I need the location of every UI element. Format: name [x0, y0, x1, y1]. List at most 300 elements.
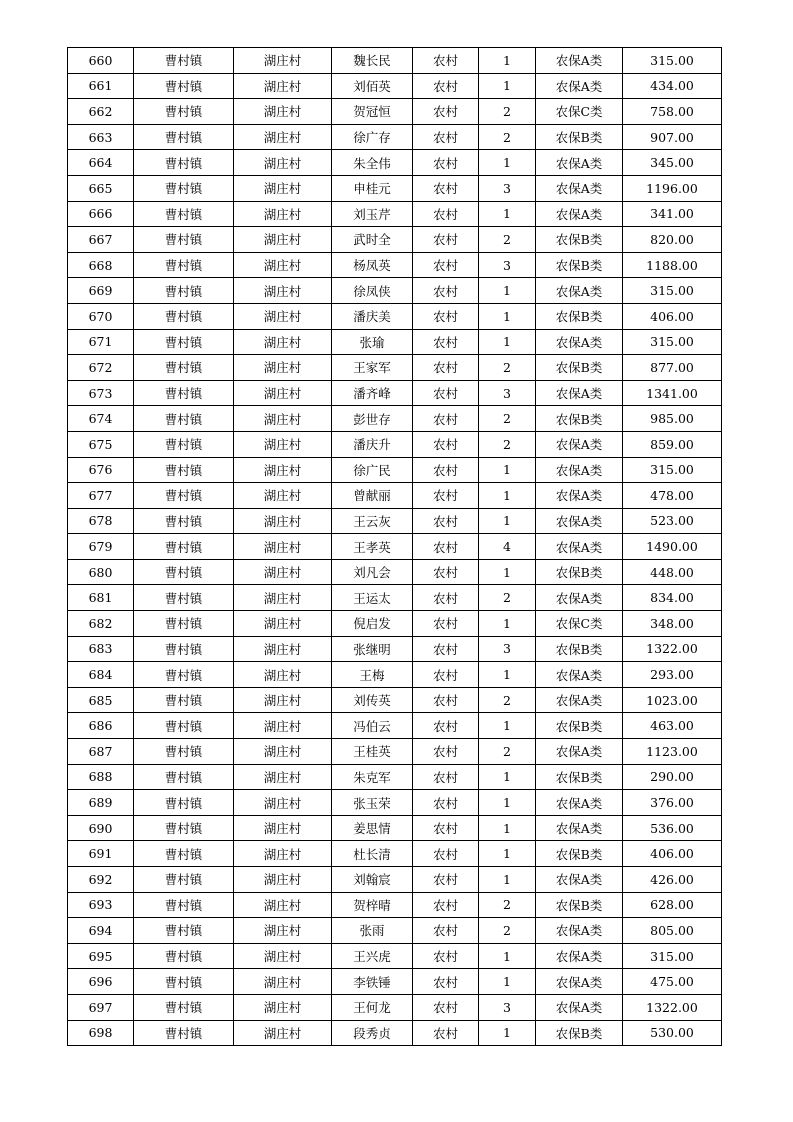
cell-household-type: 农村 — [413, 303, 479, 329]
cell-name: 徐广民 — [332, 457, 413, 483]
cell-name: 潘齐峰 — [332, 380, 413, 406]
table-row — [68, 406, 722, 432]
cell-member-count: 1 — [479, 329, 536, 355]
cell-household-type: 农村 — [413, 969, 479, 995]
table-row — [68, 48, 722, 74]
cell-member-count: 3 — [479, 252, 536, 278]
cell-member-count: 2 — [479, 406, 536, 432]
table-row — [68, 585, 722, 611]
cell-member-count: 1 — [479, 764, 536, 790]
cell-amount: 1023.00 — [623, 687, 722, 713]
cell-insurance-category: 农保A类 — [536, 943, 623, 969]
cell-name: 王运太 — [332, 585, 413, 611]
cell-row-number: 683 — [68, 636, 134, 662]
cell-household-type: 农村 — [413, 457, 479, 483]
table-row — [68, 329, 722, 355]
cell-member-count: 1 — [479, 150, 536, 176]
cell-name: 王何龙 — [332, 994, 413, 1020]
cell-name: 王梅 — [332, 662, 413, 688]
cell-name: 冯伯云 — [332, 713, 413, 739]
cell-household-type: 农村 — [413, 943, 479, 969]
cell-household-type: 农村 — [413, 227, 479, 253]
cell-town: 曹村镇 — [134, 687, 234, 713]
cell-amount: 1123.00 — [623, 739, 722, 765]
table-row — [68, 73, 722, 99]
cell-town: 曹村镇 — [134, 790, 234, 816]
cell-household-type: 农村 — [413, 713, 479, 739]
cell-village: 湖庄村 — [234, 611, 332, 637]
cell-village: 湖庄村 — [234, 278, 332, 304]
table-body — [68, 48, 722, 1046]
cell-row-number: 672 — [68, 355, 134, 381]
cell-name: 申桂元 — [332, 175, 413, 201]
cell-row-number: 692 — [68, 867, 134, 893]
cell-household-type: 农村 — [413, 431, 479, 457]
cell-row-number: 686 — [68, 713, 134, 739]
cell-member-count: 1 — [479, 867, 536, 893]
cell-amount: 859.00 — [623, 431, 722, 457]
cell-name: 张继明 — [332, 636, 413, 662]
cell-row-number: 679 — [68, 534, 134, 560]
table-row — [68, 278, 722, 304]
cell-village: 湖庄村 — [234, 431, 332, 457]
table-row — [68, 994, 722, 1020]
cell-insurance-category: 农保B类 — [536, 252, 623, 278]
cell-household-type: 农村 — [413, 790, 479, 816]
cell-amount: 463.00 — [623, 713, 722, 739]
cell-amount: 293.00 — [623, 662, 722, 688]
cell-member-count: 2 — [479, 431, 536, 457]
cell-member-count: 1 — [479, 483, 536, 509]
cell-amount: 345.00 — [623, 150, 722, 176]
table-row — [68, 841, 722, 867]
cell-household-type: 农村 — [413, 687, 479, 713]
cell-town: 曹村镇 — [134, 175, 234, 201]
table-row — [68, 201, 722, 227]
cell-member-count: 4 — [479, 534, 536, 560]
cell-household-type: 农村 — [413, 994, 479, 1020]
cell-row-number: 691 — [68, 841, 134, 867]
cell-amount: 315.00 — [623, 329, 722, 355]
cell-household-type: 农村 — [413, 841, 479, 867]
cell-row-number: 670 — [68, 303, 134, 329]
cell-amount: 820.00 — [623, 227, 722, 253]
cell-amount: 530.00 — [623, 1020, 722, 1046]
cell-insurance-category: 农保A类 — [536, 150, 623, 176]
cell-member-count: 3 — [479, 380, 536, 406]
cell-amount: 1196.00 — [623, 175, 722, 201]
cell-name: 武时全 — [332, 227, 413, 253]
cell-village: 湖庄村 — [234, 380, 332, 406]
cell-member-count: 2 — [479, 99, 536, 125]
cell-insurance-category: 农保A类 — [536, 969, 623, 995]
cell-village: 湖庄村 — [234, 764, 332, 790]
cell-village: 湖庄村 — [234, 406, 332, 432]
cell-town: 曹村镇 — [134, 99, 234, 125]
cell-member-count: 1 — [479, 841, 536, 867]
cell-town: 曹村镇 — [134, 918, 234, 944]
cell-town: 曹村镇 — [134, 713, 234, 739]
cell-amount: 290.00 — [623, 764, 722, 790]
cell-name: 刘传英 — [332, 687, 413, 713]
cell-name: 李铁锤 — [332, 969, 413, 995]
cell-town: 曹村镇 — [134, 508, 234, 534]
cell-row-number: 687 — [68, 739, 134, 765]
cell-member-count: 1 — [479, 943, 536, 969]
cell-member-count: 1 — [479, 303, 536, 329]
cell-row-number: 698 — [68, 1020, 134, 1046]
cell-household-type: 农村 — [413, 764, 479, 790]
cell-household-type: 农村 — [413, 867, 479, 893]
cell-row-number: 694 — [68, 918, 134, 944]
cell-row-number: 682 — [68, 611, 134, 637]
cell-village: 湖庄村 — [234, 175, 332, 201]
table-row — [68, 713, 722, 739]
cell-row-number: 678 — [68, 508, 134, 534]
cell-village: 湖庄村 — [234, 636, 332, 662]
cell-row-number: 667 — [68, 227, 134, 253]
cell-row-number: 681 — [68, 585, 134, 611]
cell-town: 曹村镇 — [134, 329, 234, 355]
cell-name: 王云灰 — [332, 508, 413, 534]
cell-town: 曹村镇 — [134, 636, 234, 662]
table-row — [68, 867, 722, 893]
cell-insurance-category: 农保A类 — [536, 48, 623, 74]
table-row — [68, 1020, 722, 1046]
cell-village: 湖庄村 — [234, 73, 332, 99]
cell-name: 杜长清 — [332, 841, 413, 867]
cell-row-number: 675 — [68, 431, 134, 457]
cell-village: 湖庄村 — [234, 124, 332, 150]
table-row — [68, 431, 722, 457]
cell-village: 湖庄村 — [234, 329, 332, 355]
table-row — [68, 687, 722, 713]
cell-village: 湖庄村 — [234, 227, 332, 253]
cell-insurance-category: 农保A类 — [536, 73, 623, 99]
cell-household-type: 农村 — [413, 124, 479, 150]
cell-village: 湖庄村 — [234, 48, 332, 74]
cell-amount: 805.00 — [623, 918, 722, 944]
cell-amount: 315.00 — [623, 943, 722, 969]
cell-amount: 475.00 — [623, 969, 722, 995]
cell-insurance-category: 农保A类 — [536, 508, 623, 534]
cell-name: 王兴虎 — [332, 943, 413, 969]
cell-household-type: 农村 — [413, 611, 479, 637]
cell-amount: 628.00 — [623, 892, 722, 918]
cell-amount: 315.00 — [623, 48, 722, 74]
cell-name: 王家军 — [332, 355, 413, 381]
cell-town: 曹村镇 — [134, 892, 234, 918]
cell-row-number: 680 — [68, 559, 134, 585]
cell-household-type: 农村 — [413, 636, 479, 662]
cell-insurance-category: 农保A类 — [536, 739, 623, 765]
cell-town: 曹村镇 — [134, 457, 234, 483]
cell-row-number: 671 — [68, 329, 134, 355]
cell-row-number: 673 — [68, 380, 134, 406]
cell-insurance-category: 农保C类 — [536, 99, 623, 125]
cell-village: 湖庄村 — [234, 867, 332, 893]
cell-insurance-category: 农保A类 — [536, 662, 623, 688]
table-row — [68, 355, 722, 381]
cell-member-count: 2 — [479, 687, 536, 713]
cell-town: 曹村镇 — [134, 815, 234, 841]
cell-town: 曹村镇 — [134, 227, 234, 253]
cell-insurance-category: 农保B类 — [536, 124, 623, 150]
cell-insurance-category: 农保A类 — [536, 278, 623, 304]
cell-row-number: 677 — [68, 483, 134, 509]
cell-member-count: 2 — [479, 585, 536, 611]
table-row — [68, 918, 722, 944]
cell-town: 曹村镇 — [134, 559, 234, 585]
cell-member-count: 3 — [479, 994, 536, 1020]
cell-insurance-category: 农保A类 — [536, 918, 623, 944]
cell-row-number: 693 — [68, 892, 134, 918]
cell-member-count: 1 — [479, 790, 536, 816]
cell-insurance-category: 农保A类 — [536, 867, 623, 893]
table-row — [68, 815, 722, 841]
cell-insurance-category: 农保B类 — [536, 841, 623, 867]
cell-household-type: 农村 — [413, 73, 479, 99]
table-row — [68, 636, 722, 662]
cell-household-type: 农村 — [413, 1020, 479, 1046]
cell-town: 曹村镇 — [134, 380, 234, 406]
cell-town: 曹村镇 — [134, 355, 234, 381]
cell-village: 湖庄村 — [234, 150, 332, 176]
cell-household-type: 农村 — [413, 48, 479, 74]
cell-name: 徐广存 — [332, 124, 413, 150]
cell-household-type: 农村 — [413, 662, 479, 688]
cell-insurance-category: 农保A类 — [536, 483, 623, 509]
cell-row-number: 674 — [68, 406, 134, 432]
cell-member-count: 1 — [479, 1020, 536, 1046]
cell-household-type: 农村 — [413, 508, 479, 534]
cell-household-type: 农村 — [413, 815, 479, 841]
cell-name: 徐凤侠 — [332, 278, 413, 304]
cell-insurance-category: 农保B类 — [536, 406, 623, 432]
cell-village: 湖庄村 — [234, 994, 332, 1020]
cell-row-number: 688 — [68, 764, 134, 790]
table-row — [68, 508, 722, 534]
cell-amount: 1322.00 — [623, 636, 722, 662]
cell-amount: 985.00 — [623, 406, 722, 432]
cell-amount: 1188.00 — [623, 252, 722, 278]
cell-row-number: 663 — [68, 124, 134, 150]
cell-member-count: 1 — [479, 815, 536, 841]
cell-household-type: 农村 — [413, 739, 479, 765]
cell-insurance-category: 农保B类 — [536, 764, 623, 790]
cell-household-type: 农村 — [413, 99, 479, 125]
cell-town: 曹村镇 — [134, 534, 234, 560]
cell-amount: 434.00 — [623, 73, 722, 99]
cell-village: 湖庄村 — [234, 508, 332, 534]
cell-household-type: 农村 — [413, 892, 479, 918]
cell-member-count: 1 — [479, 508, 536, 534]
table-row — [68, 790, 722, 816]
cell-town: 曹村镇 — [134, 73, 234, 99]
cell-row-number: 665 — [68, 175, 134, 201]
cell-amount: 877.00 — [623, 355, 722, 381]
cell-name: 姜思情 — [332, 815, 413, 841]
cell-name: 魏长民 — [332, 48, 413, 74]
cell-insurance-category: 农保A类 — [536, 815, 623, 841]
table-row — [68, 969, 722, 995]
table-row — [68, 380, 722, 406]
cell-row-number: 696 — [68, 969, 134, 995]
cell-insurance-category: 农保B类 — [536, 227, 623, 253]
cell-household-type: 农村 — [413, 559, 479, 585]
cell-insurance-category: 农保B类 — [536, 636, 623, 662]
cell-insurance-category: 农保A类 — [536, 790, 623, 816]
table-row — [68, 662, 722, 688]
cell-village: 湖庄村 — [234, 585, 332, 611]
cell-village: 湖庄村 — [234, 841, 332, 867]
table-row — [68, 534, 722, 560]
cell-name: 朱克军 — [332, 764, 413, 790]
cell-name: 刘佰英 — [332, 73, 413, 99]
cell-amount: 406.00 — [623, 841, 722, 867]
cell-row-number: 669 — [68, 278, 134, 304]
cell-village: 湖庄村 — [234, 534, 332, 560]
cell-town: 曹村镇 — [134, 303, 234, 329]
cell-row-number: 664 — [68, 150, 134, 176]
cell-village: 湖庄村 — [234, 815, 332, 841]
cell-row-number: 676 — [68, 457, 134, 483]
cell-member-count: 2 — [479, 739, 536, 765]
table-row — [68, 943, 722, 969]
cell-member-count: 1 — [479, 73, 536, 99]
cell-village: 湖庄村 — [234, 739, 332, 765]
cell-name: 倪启发 — [332, 611, 413, 637]
cell-amount: 478.00 — [623, 483, 722, 509]
cell-name: 王桂英 — [332, 739, 413, 765]
cell-insurance-category: 农保B类 — [536, 1020, 623, 1046]
cell-name: 张雨 — [332, 918, 413, 944]
cell-town: 曹村镇 — [134, 662, 234, 688]
cell-member-count: 1 — [479, 611, 536, 637]
cell-insurance-category: 农保A类 — [536, 994, 623, 1020]
cell-town: 曹村镇 — [134, 483, 234, 509]
cell-village: 湖庄村 — [234, 252, 332, 278]
cell-amount: 523.00 — [623, 508, 722, 534]
cell-town: 曹村镇 — [134, 278, 234, 304]
cell-name: 张玉荣 — [332, 790, 413, 816]
cell-member-count: 1 — [479, 48, 536, 74]
cell-town: 曹村镇 — [134, 431, 234, 457]
cell-member-count: 3 — [479, 175, 536, 201]
cell-insurance-category: 农保A类 — [536, 380, 623, 406]
cell-town: 曹村镇 — [134, 252, 234, 278]
cell-insurance-category: 农保A类 — [536, 534, 623, 560]
cell-household-type: 农村 — [413, 201, 479, 227]
cell-member-count: 2 — [479, 355, 536, 381]
cell-name: 贺冠恒 — [332, 99, 413, 125]
table-row — [68, 611, 722, 637]
cell-amount: 907.00 — [623, 124, 722, 150]
cell-town: 曹村镇 — [134, 943, 234, 969]
cell-household-type: 农村 — [413, 534, 479, 560]
cell-town: 曹村镇 — [134, 48, 234, 74]
cell-town: 曹村镇 — [134, 124, 234, 150]
cell-member-count: 1 — [479, 457, 536, 483]
cell-amount: 315.00 — [623, 278, 722, 304]
cell-row-number: 668 — [68, 252, 134, 278]
table-row — [68, 227, 722, 253]
cell-name: 刘玉芹 — [332, 201, 413, 227]
cell-household-type: 农村 — [413, 585, 479, 611]
table-row — [68, 457, 722, 483]
table-row — [68, 483, 722, 509]
records-table — [67, 47, 722, 1046]
cell-village: 湖庄村 — [234, 892, 332, 918]
cell-row-number: 662 — [68, 99, 134, 125]
cell-amount: 376.00 — [623, 790, 722, 816]
cell-insurance-category: 农保B类 — [536, 892, 623, 918]
cell-row-number: 660 — [68, 48, 134, 74]
cell-row-number: 697 — [68, 994, 134, 1020]
table-row — [68, 739, 722, 765]
cell-village: 湖庄村 — [234, 1020, 332, 1046]
cell-amount: 834.00 — [623, 585, 722, 611]
cell-name: 朱全伟 — [332, 150, 413, 176]
cell-amount: 348.00 — [623, 611, 722, 637]
cell-insurance-category: 农保A类 — [536, 201, 623, 227]
cell-village: 湖庄村 — [234, 662, 332, 688]
cell-town: 曹村镇 — [134, 764, 234, 790]
cell-town: 曹村镇 — [134, 150, 234, 176]
cell-town: 曹村镇 — [134, 201, 234, 227]
cell-member-count: 1 — [479, 969, 536, 995]
cell-village: 湖庄村 — [234, 790, 332, 816]
cell-household-type: 农村 — [413, 150, 479, 176]
cell-insurance-category: 农保A类 — [536, 457, 623, 483]
table-row — [68, 124, 722, 150]
cell-row-number: 695 — [68, 943, 134, 969]
table-row — [68, 303, 722, 329]
cell-village: 湖庄村 — [234, 201, 332, 227]
cell-town: 曹村镇 — [134, 1020, 234, 1046]
cell-village: 湖庄村 — [234, 457, 332, 483]
cell-amount: 315.00 — [623, 457, 722, 483]
cell-village: 湖庄村 — [234, 969, 332, 995]
cell-insurance-category: 农保A类 — [536, 687, 623, 713]
table-row — [68, 892, 722, 918]
cell-household-type: 农村 — [413, 406, 479, 432]
cell-name: 张瑜 — [332, 329, 413, 355]
table-row — [68, 764, 722, 790]
cell-household-type: 农村 — [413, 329, 479, 355]
cell-row-number: 684 — [68, 662, 134, 688]
cell-household-type: 农村 — [413, 380, 479, 406]
cell-insurance-category: 农保B类 — [536, 355, 623, 381]
cell-insurance-category: 农保C类 — [536, 611, 623, 637]
cell-name: 潘庆美 — [332, 303, 413, 329]
table-row — [68, 99, 722, 125]
cell-town: 曹村镇 — [134, 867, 234, 893]
cell-village: 湖庄村 — [234, 303, 332, 329]
cell-member-count: 3 — [479, 636, 536, 662]
cell-insurance-category: 农保B类 — [536, 303, 623, 329]
cell-village: 湖庄村 — [234, 713, 332, 739]
cell-town: 曹村镇 — [134, 969, 234, 995]
cell-name: 潘庆升 — [332, 431, 413, 457]
cell-name: 刘翰宸 — [332, 867, 413, 893]
cell-insurance-category: 农保A类 — [536, 431, 623, 457]
cell-member-count: 2 — [479, 227, 536, 253]
cell-member-count: 1 — [479, 559, 536, 585]
cell-name: 贺梓晴 — [332, 892, 413, 918]
cell-household-type: 农村 — [413, 483, 479, 509]
cell-member-count: 1 — [479, 201, 536, 227]
